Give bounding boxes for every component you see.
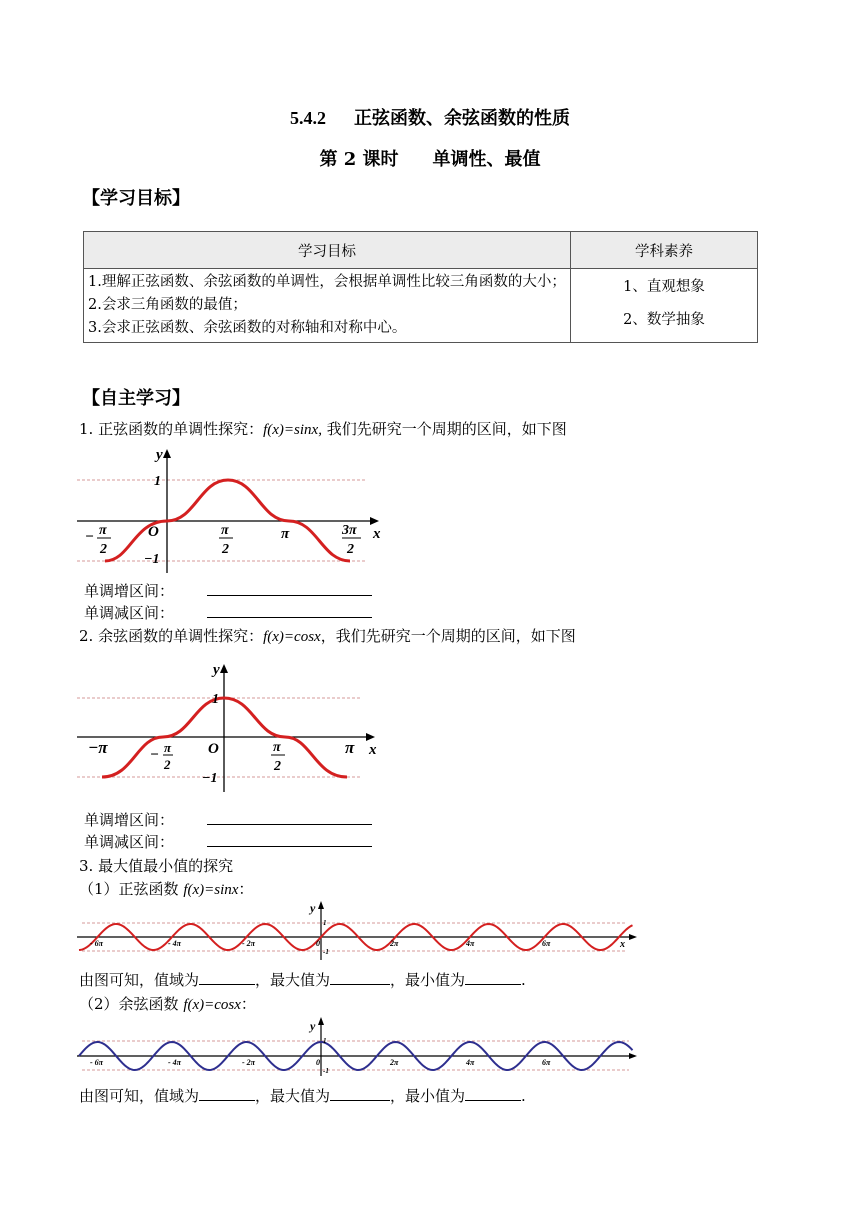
y-label: y	[310, 1019, 316, 1033]
y-axis-arrow	[318, 901, 324, 909]
literacy-item: 2、数学抽象	[623, 312, 705, 328]
pi-label: π	[345, 738, 355, 757]
min-blank[interactable]	[465, 1086, 521, 1101]
q3-1-suffix: ：	[238, 880, 254, 898]
cosine-wide-graph	[77, 1014, 642, 1076]
y-label: y	[213, 662, 220, 678]
y-label: y	[156, 447, 163, 463]
tick-neg4pi: - 4π	[168, 939, 182, 948]
x-axis-arrow	[370, 517, 379, 525]
origin-label: 0	[316, 1058, 320, 1067]
goal-item: 2.会求三角函数的最值；	[88, 297, 247, 313]
q1-function: f(x)=sinx,	[263, 422, 322, 438]
increasing-label: 单调增区间：	[84, 582, 175, 600]
cosine-graph	[77, 656, 387, 796]
self-study-heading: 【自主学习】	[82, 388, 190, 409]
y-label: y	[310, 901, 316, 915]
tick-6pi: 6π	[542, 939, 551, 948]
decreasing-label: 单调减区间：	[84, 833, 175, 851]
x-label: x	[373, 526, 381, 542]
tick-1: 1	[323, 919, 327, 927]
origin-label: O	[148, 524, 159, 540]
tick-4pi: 4π	[466, 939, 475, 948]
tick-2pi: 2π	[390, 939, 399, 948]
neg-sign: −	[150, 747, 160, 763]
tick-2pi: 2π	[390, 1058, 399, 1067]
q3-2-function: f(x)=cosx	[183, 997, 241, 1013]
max-label: ，最大值为	[255, 971, 331, 989]
x-axis-arrow	[366, 733, 375, 741]
sine-graph	[77, 443, 387, 573]
min-blank[interactable]	[465, 970, 521, 985]
decreasing-blank[interactable]	[207, 832, 372, 847]
neg-half-pi-den: 2	[100, 542, 107, 557]
y-axis-arrow	[220, 664, 228, 673]
decreasing-blank[interactable]	[207, 603, 372, 618]
goals-heading: 【学习目标】	[82, 188, 190, 209]
q2-function: f(x)=cosx	[263, 629, 321, 645]
pi-label: π	[281, 526, 290, 542]
period: .	[521, 971, 526, 989]
neg-half-pi-num: π	[164, 740, 172, 755]
range-label: 由图可知，值域为	[79, 971, 200, 989]
goals-table	[83, 231, 758, 343]
neg-half-pi-den: 2	[164, 757, 171, 772]
neg-pi-label: −π	[88, 738, 108, 757]
decreasing-label: 单调减区间：	[84, 604, 175, 622]
tick-neg6pi: - 6π	[90, 939, 104, 948]
tick-4pi: 4π	[466, 1058, 475, 1067]
tick-1: 1	[323, 1037, 327, 1045]
half-pi-num: π	[273, 740, 281, 755]
three-half-pi-den: 2	[347, 542, 354, 557]
range-blank[interactable]	[199, 1086, 255, 1101]
q3-1-function: f(x)=sinx	[183, 882, 239, 898]
question-1	[79, 418, 567, 439]
question-3-2	[79, 993, 256, 1014]
q3-2-suffix: ：	[240, 995, 256, 1013]
neg-sign: −	[85, 529, 95, 545]
tick-neg1: -1	[323, 1067, 329, 1075]
title-text: 正弦函数、余弦函数的性质	[354, 108, 570, 129]
tick-neg1: −1	[144, 552, 160, 567]
min-label: ，最小值为	[390, 1087, 466, 1105]
tick-neg1: −1	[202, 771, 218, 786]
max-blank[interactable]	[330, 970, 390, 985]
sine-range-row	[79, 969, 526, 990]
goal-item: 3.会求正弦函数、余弦函数的对称轴和对称中心。	[88, 320, 407, 336]
range-label: 由图可知，值域为	[79, 1087, 200, 1105]
increasing-blank[interactable]	[207, 810, 372, 825]
q2-increasing-row	[84, 809, 372, 830]
q1-decreasing-row	[84, 602, 372, 623]
lesson-topic: 单调性、最值	[432, 149, 541, 170]
q3-2-prefix: （2）余弦函数	[79, 995, 184, 1013]
goals-col-header: 学习目标	[84, 232, 571, 269]
tick-neg6pi: - 6π	[90, 1058, 104, 1067]
goals-cell	[84, 269, 571, 343]
literacy-item: 1、直观想象	[623, 279, 705, 295]
page-title	[0, 104, 860, 130]
three-half-pi-num: 3π	[342, 523, 357, 538]
half-pi-den: 2	[274, 759, 281, 774]
page-subtitle	[0, 145, 860, 171]
range-blank[interactable]	[199, 970, 255, 985]
max-blank[interactable]	[330, 1086, 390, 1101]
tick-6pi: 6π	[542, 1058, 551, 1067]
period: .	[521, 1087, 526, 1105]
tick-1: 1	[154, 474, 161, 489]
tick-neg2pi: - 2π	[242, 1058, 256, 1067]
question-2	[79, 625, 576, 646]
q1-prefix: 1. 正弦函数的单调性探究：	[79, 420, 264, 438]
section-number: 5.4.2	[290, 108, 326, 128]
min-label: ，最小值为	[390, 971, 466, 989]
increasing-label: 单调增区间：	[84, 811, 175, 829]
origin-label: 0	[316, 939, 320, 948]
max-label: ，最大值为	[255, 1087, 331, 1105]
neg-half-pi-num: π	[99, 523, 107, 538]
question-3: 3. 最大值最小值的探究	[79, 857, 234, 875]
question-3-1	[79, 878, 253, 899]
q1-suffix: 我们先研究一个周期的区间，如下图	[321, 420, 567, 438]
q3-1-prefix: （1）正弦函数	[79, 880, 184, 898]
cosine-range-row	[79, 1085, 526, 1106]
x-label: x	[369, 742, 377, 758]
q2-suffix: ，我们先研究一个周期的区间，如下图	[320, 627, 576, 645]
half-pi-num: π	[221, 523, 229, 538]
goal-item: 1.理解正弦函数、余弦函数的单调性，会根据单调性比较三角函数的大小；	[88, 274, 566, 290]
literacy-col-header: 学科素养	[571, 232, 758, 269]
tick-neg2pi: - 2π	[242, 939, 256, 948]
y-axis-arrow	[163, 449, 171, 458]
origin-label: O	[208, 741, 219, 757]
x-axis-arrow	[629, 934, 637, 940]
tick-neg4pi: - 4π	[168, 1058, 182, 1067]
x-label: x	[620, 939, 625, 950]
half-pi-den: 2	[222, 542, 229, 557]
x-axis-arrow	[629, 1053, 637, 1059]
q2-prefix: 2. 余弦函数的单调性探究：	[79, 627, 264, 645]
y-axis-arrow	[318, 1017, 324, 1025]
q2-decreasing-row	[84, 831, 372, 852]
sine-wide-graph	[77, 898, 642, 963]
tick-neg1: -1	[323, 948, 329, 956]
q1-increasing-row	[84, 580, 372, 601]
lesson-number: 第 2 课时	[319, 149, 399, 170]
literacy-cell	[571, 269, 758, 343]
increasing-blank[interactable]	[207, 581, 372, 596]
tick-1: 1	[212, 692, 219, 707]
